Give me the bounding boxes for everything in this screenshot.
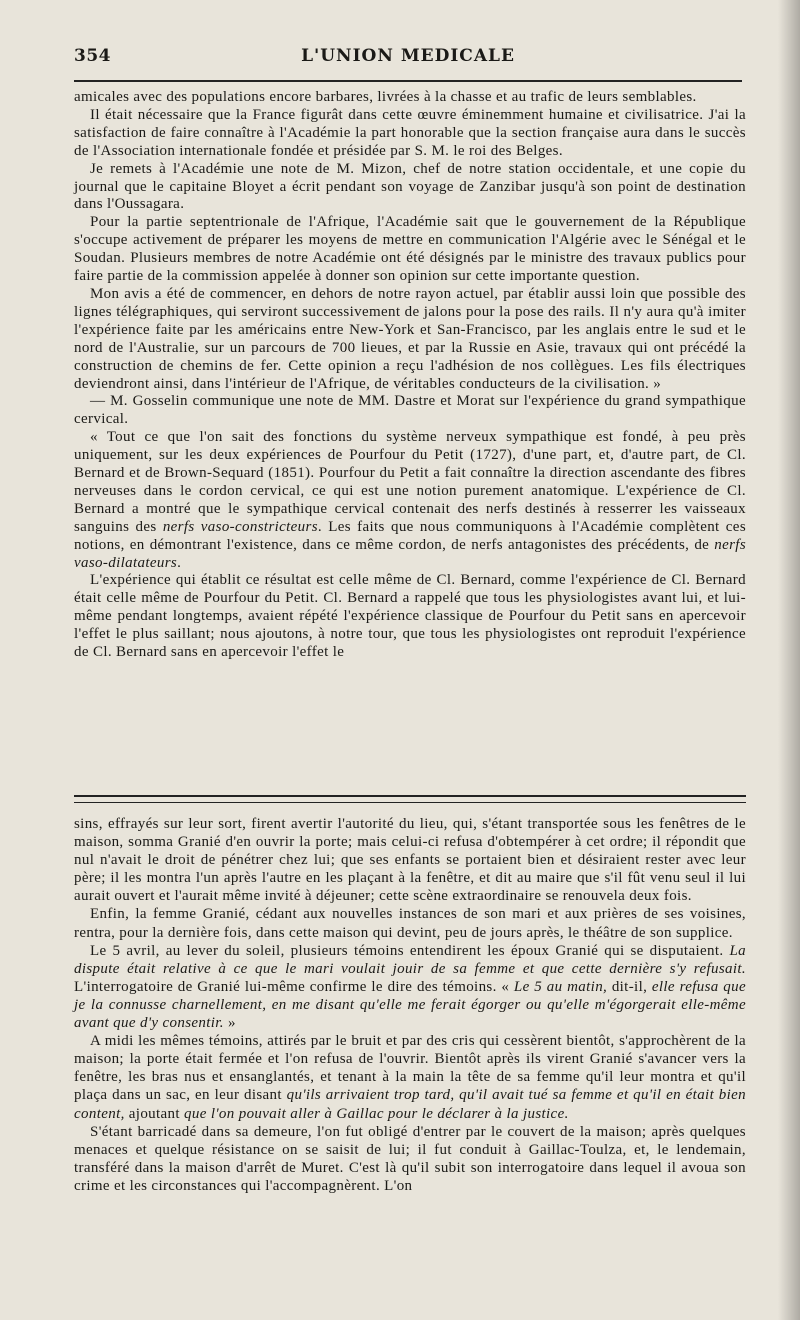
text-run: ajoutant	[124, 1105, 185, 1122]
text-run: dit-il,	[607, 978, 652, 995]
paragraph	[74, 429, 746, 572]
text-run: »	[223, 1015, 236, 1032]
paragraph: — M. Gosselin communique une note de MM. Dastre et Morat sur l'expérience du grand sympathique cervical.	[74, 393, 746, 428]
text-run: . Les faits que nous communiquons à l'Académie complètent ces notions, en démontrant l'existence, dans ce même cordon, de nerfs antagonistes des précédents, de	[74, 518, 747, 553]
page-gutter-shadow	[778, 0, 800, 1320]
italic-run: qu'ils arrivaient trop tard, qu'il avait tué sa femme et qu'il en était bien content,	[74, 1087, 746, 1122]
paragraph: Pour la partie septentrionale de l'Afrique, l'Académie sait que le gouvernement de la République s'occupe activement de préparer les moyens de mettre en communication l'Algérie avec le Sénégal et le Soudan. Plusieurs membres de notre Académie ont été désignés par le ministre des travaux publics pour faire partie de la commission appelée à donner son opinion sur cette importante question.	[74, 214, 746, 285]
top-column	[74, 89, 746, 662]
bottom-column	[74, 815, 746, 1195]
paragraph: Je remets à l'Académie une note de M. Mizon, chef de notre station occidentale, et une copie du journal que le capitaine Bloyet a écrit pendant son voyage de Zanzibar jusqu'à son point de destination dans l'Oussagara.	[74, 160, 746, 213]
page-header	[74, 46, 742, 72]
paragraph	[74, 942, 746, 1032]
header-rule	[74, 80, 742, 82]
italic-run: nerfs vaso-dilatateurs	[74, 536, 746, 571]
paragraph: amicales avec des populations encore barbares, livrées à la chasse et au trafic de leurs semblables.	[74, 89, 697, 105]
section-divider	[74, 795, 746, 803]
running-title: L'UNION MEDICALE	[301, 46, 515, 66]
paragraph: S'étant barricadé dans sa demeure, l'on fut obligé d'entrer par le couvert de la maison; après quelques menaces et quelque résistance on se saisit de lui; il fut conduit à Gaillac-Toulza, et, le lendemain, transféré dans la maison d'arrêt de Muret. C'est là qu'il subit son interrogatoire dans lequel il avoua son crime et les circonstances qui l'accompagnèrent. L'on	[74, 1123, 746, 1194]
paragraph: sins, effrayés sur leur sort, firent avertir l'autorité du lieu, qui, s'étant transportée sous les fenêtres de le maison, somma Granié d'en ouvrir la porte; mais celui-ci refusa d'obtempérer à cet ordre; il répondit que nul n'avait le droit de pénétrer chez lui; que ses enfants se portaient bien et désiraient rester avec leur père; il les montra l'un après l'autre en les plaçant à la fenêtre, et dit au maire que s'il fût venu seul il lui aurait ouvert et l'aurait même invité à déjeuner; cette scène extraordinaire se renouvela deux fois.	[74, 816, 746, 905]
italic-run: nerfs vaso-constricteurs	[162, 518, 318, 535]
paragraph: Mon avis a été de commencer, en dehors de notre rayon actuel, par établir aussi loin que possible des lignes télégraphiques, qui serviront successivement de jalons pour la pose des rails. Il n'y aura qu'à imiter l'expérience faite par les américains entre New-York et San-Francisco, par les anglais entre le sud et le nord de l'Australie, sur un parcours de 700 lieues, et par la Russie en Asie, travaux qui ont précédé la construction de chemins de fer. Cette opinion a reçu l'adhésion de nos collègues. Les fils électriques deviendront ainsi, dans l'intérieur de l'Afrique, de véritables conducteurs de la civilisation. »	[74, 285, 746, 392]
text-run: .	[177, 554, 182, 571]
italic-run: Le 5 au matin,	[513, 978, 608, 995]
italic-run: elle refusa que je la connusse charnellement, en me disant qu'elle me ferait égorger ou qu'elle m'égorgerait elle-même avant que d'y consentir.	[74, 978, 746, 1032]
paragraph: Il était nécessaire que la France figurât dans cette œuvre éminemment humaine et civilisatrice. J'ai la satisfaction de faire connaître à l'Académie la part honorable que la section française aura dans le succès de l'Association internationale fondée et présidée par S. M. le roi des Belges.	[74, 106, 746, 159]
text-run: L'interrogatoire de Granié lui-même confirme le dire des témoins. «	[74, 978, 514, 995]
text-run: Le 5 avril, au lever du soleil, plusieurs témoins entendirent les époux Granié qui se disputaient.	[90, 942, 730, 959]
paragraph	[74, 1032, 746, 1122]
page-number: 354	[74, 46, 111, 66]
italic-run: que l'on pouvait aller à Gaillac pour le déclarer à la justice.	[184, 1105, 569, 1122]
text-run: « Tout ce que l'on sait des fonctions du système nerveux sympathique est fondé, à peu près uniquement, sur les deux expériences de Pourfour du Petit (1727), d'une part, et, d'autre part, de Cl. Bernard et de Brown-Sequard (1851). Pourfour du Petit a fait connaître la direction ascendante des fibres nerveuses dans le cordon cervical, ce qui est une notion purement anatomique. L'expérience de Cl. Bernard a montré que le sympathique cervical contenait des nerfs destinés à resserrer les vaisseaux sanguins des	[74, 429, 746, 535]
paragraph: L'expérience qui établit ce résultat est celle même de Cl. Bernard, comme l'expérience de Cl. Bernard était celle même de Pourfour du Petit. Cl. Bernard a rappelé que tous les physiologistes avant lui, et lui-même pendant longtemps, avaient répété l'expérience classique de Pourfour du Petit sans en apercevoir l'effet le plus saillant; nous ajoutons, à notre tour, que tous les physiologistes ont reproduit l'expérience de Cl. Bernard sans en apercevoir l'effet le	[74, 572, 746, 661]
text-run: A midi les mêmes témoins, attirés par le bruit et par des cris qui cessèrent bientôt, s'approchèrent de la maison; la porte était fermée et l'on refusa de l'ouvrir. Bientôt après ils virent Granié s'avancer vers la fenêtre, les bras nus et ensanglantés, et tenant à la main la tête de sa femme qu'il leur montra et qu'il plaça dans un sac, en leur disant	[74, 1033, 746, 1104]
italic-run: La dispute était relative à ce que le mari voulait jouir de sa femme et que cette dernière s'y refusait.	[74, 942, 746, 977]
paragraph: Enfin, la femme Granié, cédant aux nouvelles instances de son mari et aux prières de ses voisines, rentra, pour la dernière fois, dans cette maison qui devint, peu de jours après, le théâtre de son supplice.	[74, 906, 746, 941]
